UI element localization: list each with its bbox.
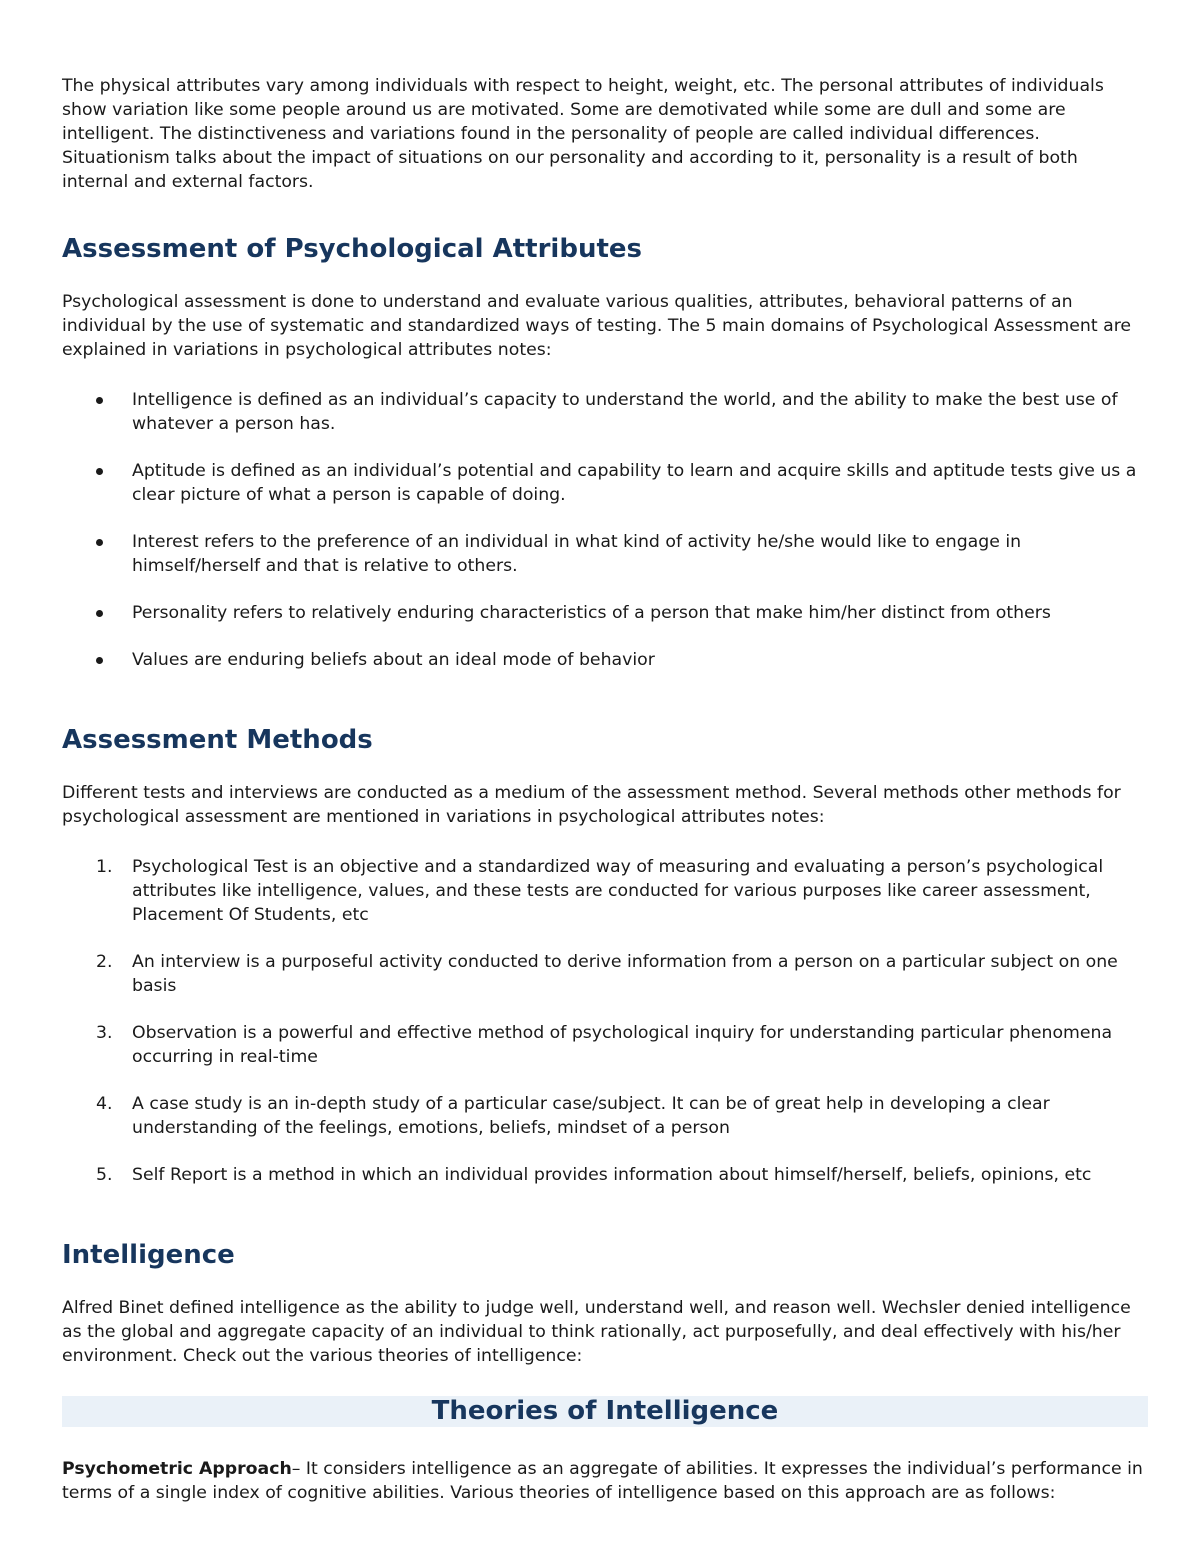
list-item <box>62 459 1148 507</box>
psychometric-text: – It considers intelligence as an aggregate of abilities. It expresses the individual’s performance in terms of a single index of cognitive abilities. Various theories of intelligence based on this approach are as follows: <box>62 1459 1143 1503</box>
list-item-text: Self Report is a method in which an individual provides information about himself/herself, beliefs, opinions, etc <box>132 1165 1092 1185</box>
list-item-text: A case study is an in-depth study of a particular case/subject. It can be of great help in developing a clear understanding of the feelings, emotions, beliefs, mindset of a person <box>132 1094 1050 1138</box>
intelligence-heading: Intelligence <box>62 1240 235 1270</box>
list-item <box>62 855 1148 927</box>
list-item-text: Personality refers to relatively enduring characteristics of a person that make him/her distinct from others <box>132 603 1051 623</box>
list-item <box>62 388 1148 436</box>
bullet-icon <box>96 539 103 546</box>
list-item-text: An interview is a purposeful activity conducted to derive information from a person on a particular subject on one basis <box>132 952 1118 996</box>
assessment-paragraph: Psychological assessment is done to understand and evaluate various qualities, attributes, behavioral patterns of an individual by the use of systematic and standardized ways of testing. The 5 main domains of Psychological Assessment are explained in variations in psychological attributes notes: <box>62 292 1132 360</box>
list-number: 3. <box>96 1023 113 1043</box>
list-number: 2. <box>96 952 113 972</box>
list-item <box>62 530 1148 578</box>
list-item <box>62 601 1148 625</box>
methods-paragraph: Different tests and interviews are conducted as a medium of the assessment method. Several methods other methods for psychological assessment are mentioned in variations in psychological attributes notes: <box>62 783 1121 827</box>
list-item-text: Aptitude is defined as an individual’s potential and capability to learn and acquire skills and aptitude tests give us a clear picture of what a person is capable of doing. <box>132 461 1137 505</box>
bullet-icon <box>96 657 103 664</box>
list-item-text: Psychological Test is an objective and a standardized way of measuring and evaluating a person’s psychological attributes like intelligence, values, and these tests are conducted for various purposes like career assessment, Placement Of Students, etc <box>132 857 1104 925</box>
bullet-icon <box>96 610 103 617</box>
assessment-heading: Assessment of Psychological Attributes <box>62 234 642 264</box>
intelligence-paragraph: Alfred Binet defined intelligence as the ability to judge well, understand well, and reason well. Wechsler denied intelligence as the global and aggregate capacity of an individual to think rationally, act purposefully, and deal effectively with his/her environment. Check out the various theories of intelligence: <box>62 1298 1131 1366</box>
bullet-icon <box>96 397 103 404</box>
list-item <box>62 648 1148 672</box>
list-item-text: Values are enduring beliefs about an ideal mode of behavior <box>132 650 655 670</box>
list-item-text: Interest refers to the preference of an individual in what kind of activity he/she would like to engage in himself/herself and that is relative to others. <box>132 532 1022 576</box>
intro-paragraph: The physical attributes vary among individuals with respect to height, weight, etc. The personal attributes of individuals show variation like some people around us are motivated. Some are demotivated while some are dull and some are intelligent. The distinctiveness and variations found in the personality of people are called individual differences. Situationism talks about the impact of situations on our personality and according to it, personality is a result of both internal and external factors. <box>62 76 1104 192</box>
list-number: 1. <box>96 857 113 877</box>
psychometric-paragraph <box>62 1457 1148 1505</box>
list-item <box>62 1163 1148 1187</box>
list-item <box>62 1021 1148 1069</box>
list-item-text: Observation is a powerful and effective method of psychological inquiry for understanding particular phenomena occurring in real-time <box>132 1023 1113 1067</box>
list-number: 5. <box>96 1165 113 1185</box>
psychometric-label: Psychometric Approach <box>62 1459 292 1479</box>
methods-list <box>62 855 1148 1187</box>
theories-banner <box>62 1396 1148 1427</box>
list-item-text: Intelligence is defined as an individual’s capacity to understand the world, and the ability to make the best use of whatever a person has. <box>132 390 1118 434</box>
list-number: 4. <box>96 1094 113 1114</box>
theories-heading: Theories of Intelligence <box>431 1396 779 1426</box>
document-content <box>62 74 1148 1505</box>
list-item <box>62 950 1148 998</box>
assessment-domains-list <box>62 388 1148 672</box>
list-item <box>62 1092 1148 1140</box>
methods-heading: Assessment Methods <box>62 725 373 755</box>
bullet-icon <box>96 468 103 475</box>
